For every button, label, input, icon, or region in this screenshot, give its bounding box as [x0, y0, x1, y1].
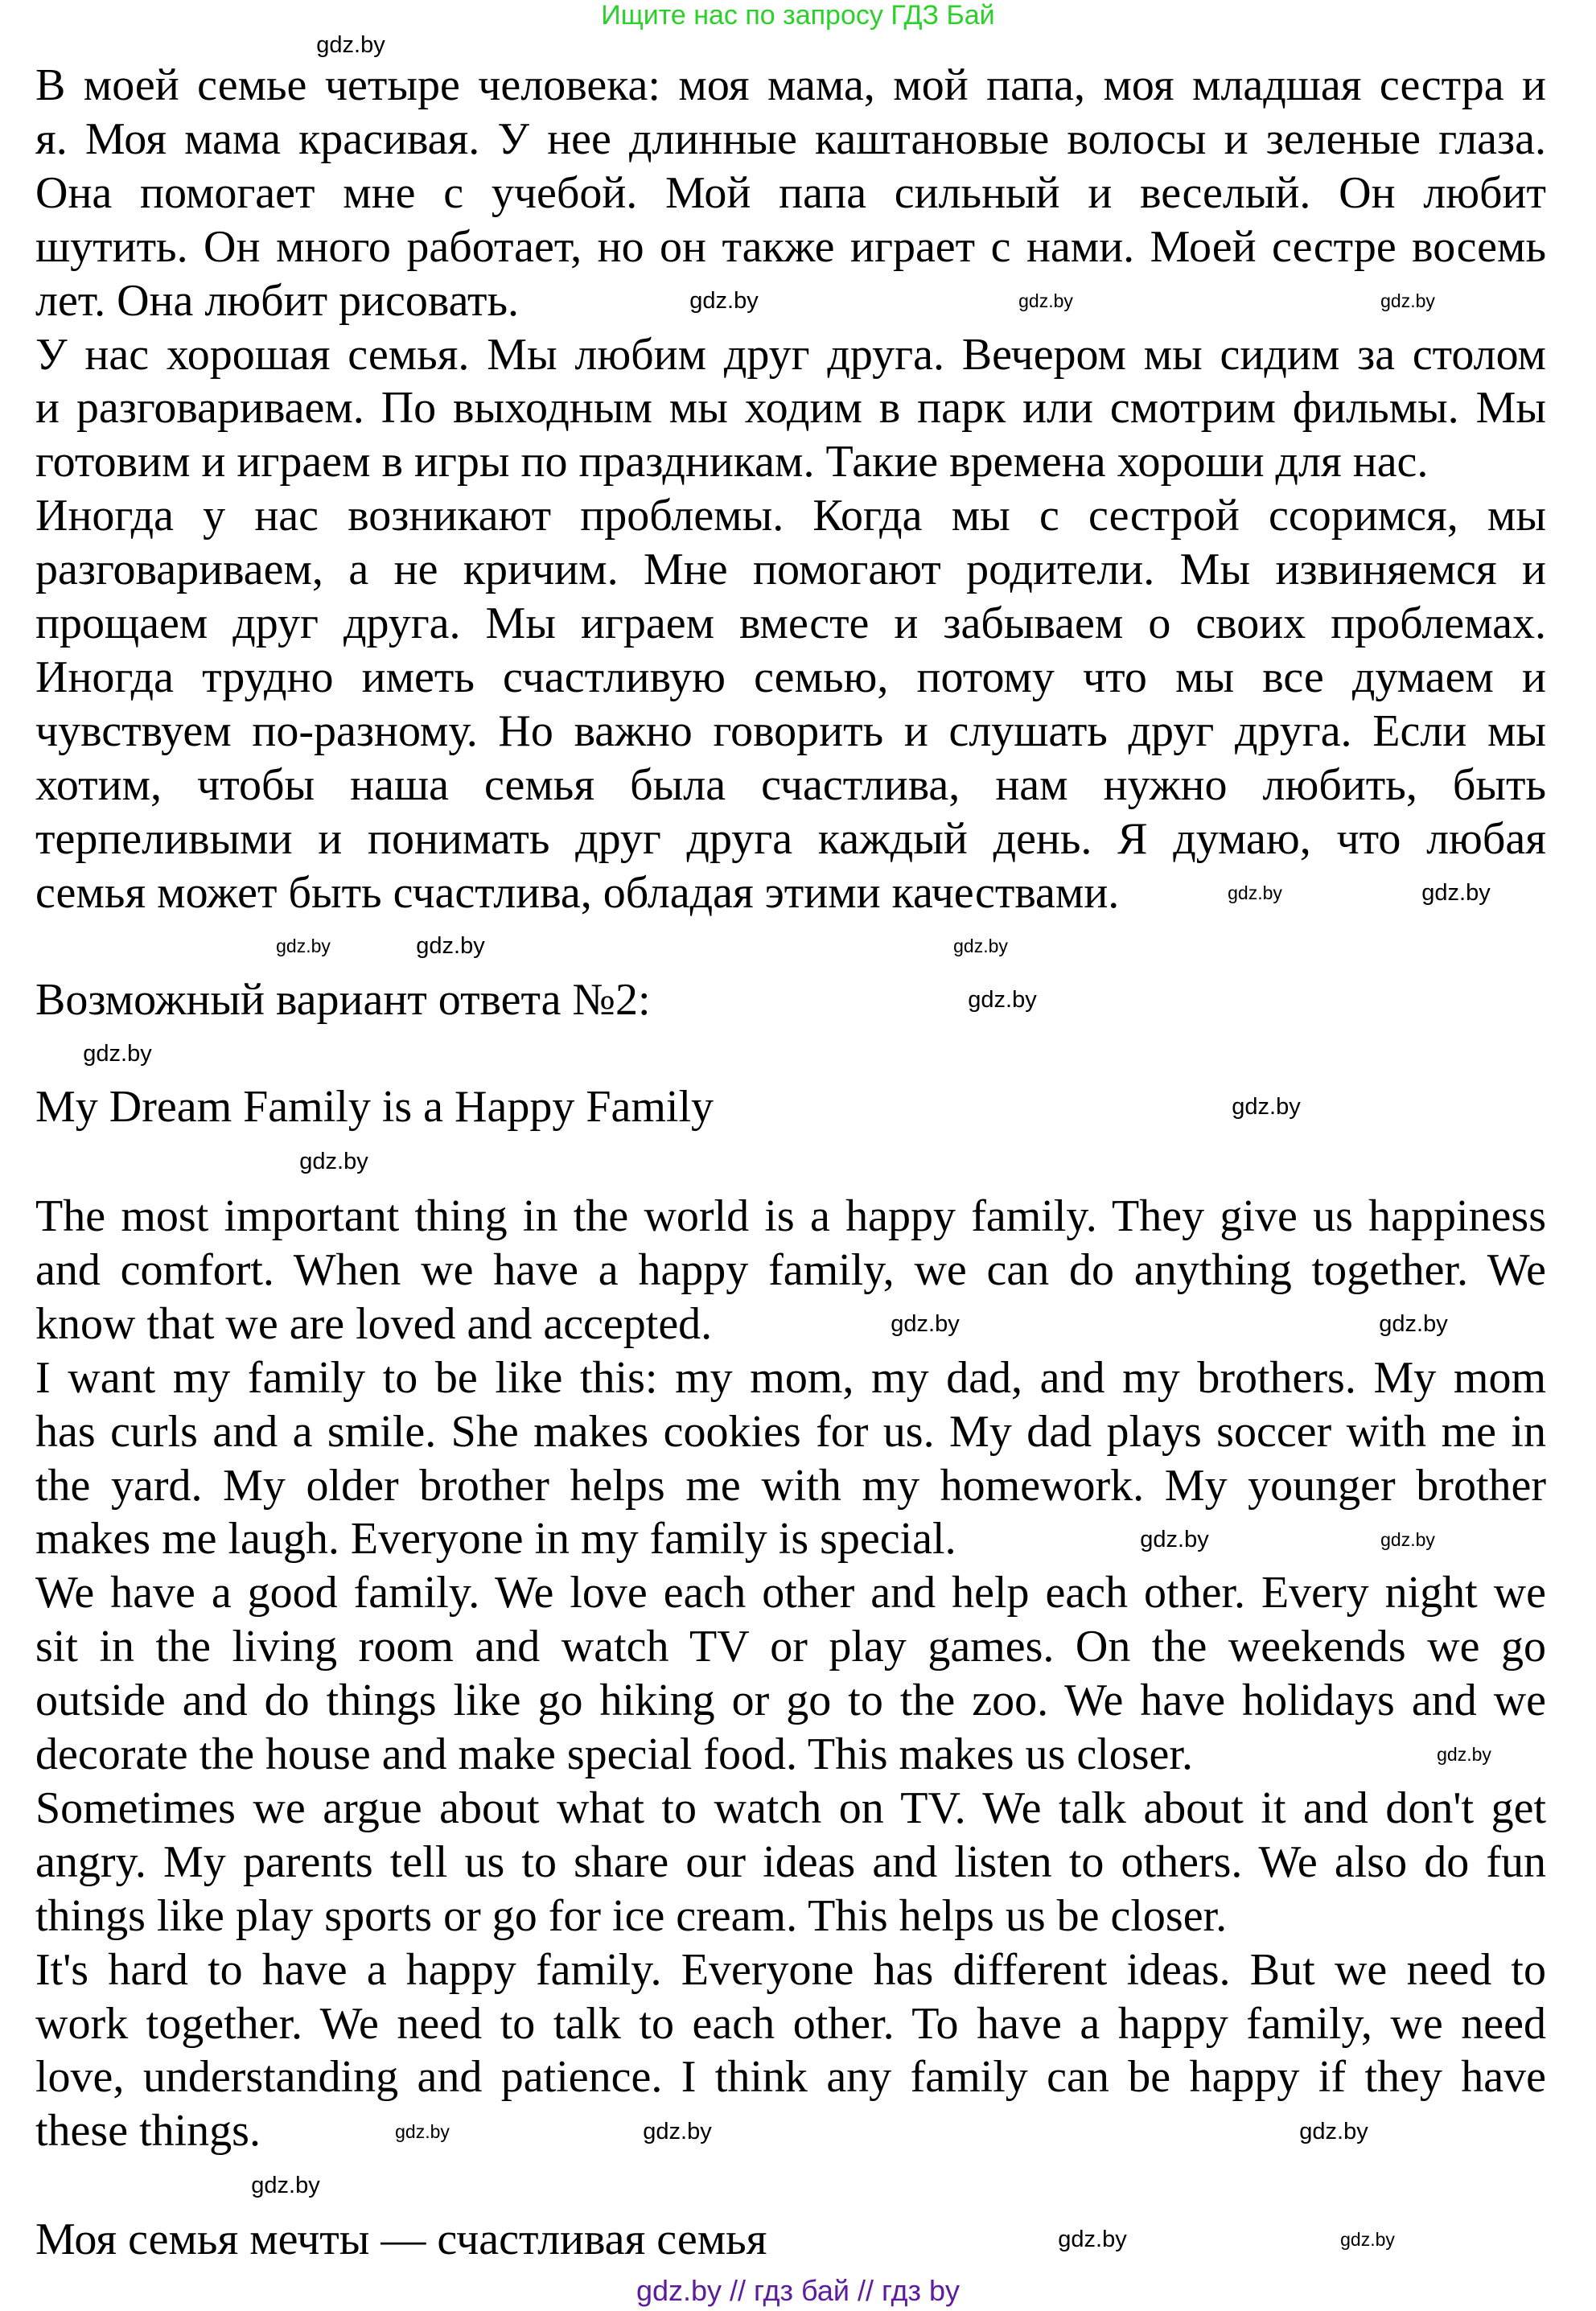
text-line: У нас хорошая семья. Мы любим друг друга. Вечером мы сидим за столом: [35, 329, 1546, 380]
text-line: It's hard to have a happy family. Everyone has different ideas. But we need to: [35, 1944, 1546, 1995]
text-line: I want my family to be like this: my mom, my dad, and my brothers. My mom: [35, 1352, 1546, 1403]
text-line: know that we are loved and accepted.: [35, 1298, 713, 1349]
text-line: We have a good family. We love each other and help each other. Every night we: [35, 1568, 1546, 1618]
watermark: gdz.by: [643, 2119, 712, 2144]
search-banner-link[interactable]: Ищите нас по запросу ГДЗ Бай: [601, 0, 995, 31]
text-line: Иногда у нас возникают проблемы. Когда мы с сестрой ссоримся, мы: [35, 491, 1546, 541]
text-line: angry. My parents tell us to share our ideas and listen to others. We also do fun: [35, 1836, 1546, 1887]
text-line: sit in the living room and watch TV or play games. On the weekends we go: [35, 1622, 1546, 1672]
text-line: things like play sports or go for ice cream. This helps us be closer.: [35, 1890, 1228, 1941]
text-line: шутить. Он много работает, но он также играет с нами. Моей сестре восемь: [35, 221, 1546, 272]
text-line: outside and do things like go hiking or go to the zoo. We have holidays and we: [35, 1676, 1546, 1726]
watermark: gdz.by: [1437, 1744, 1491, 1765]
text-line: хотим, чтобы наша семья была счастлива, нам нужно любить, быть: [35, 759, 1546, 810]
text-line: прощаем друг друга. Мы играем вместе и забываем о своих проблемах.: [35, 598, 1546, 648]
watermark: gdz.by: [83, 1041, 152, 1067]
footer-site-links[interactable]: gdz.by // гдз бай // гдз by: [636, 2274, 960, 2307]
text-line: these things.: [35, 2106, 261, 2157]
text-line: и разговариваем. По выходным мы ходим в парк или смотрим фильмы. Мы: [35, 383, 1546, 434]
text-line: love, understanding and patience. I think any family can be happy if they have: [35, 2052, 1546, 2103]
variant-2-heading: Возможный вариант ответа №2:: [35, 975, 651, 1025]
watermark: gdz.by: [953, 936, 1008, 956]
text-line: я. Моя мама красивая. У нее длинные каштановые волосы и зеленые глаза.: [35, 113, 1546, 164]
text-line: The most important thing in the world is a happy family. They give us happiness: [35, 1191, 1546, 1241]
watermark: gdz.by: [395, 2121, 450, 2142]
text-line: has curls and a smile. She makes cookies for us. My dad plays soccer with me in: [35, 1406, 1546, 1457]
watermark: gdz.by: [1421, 880, 1491, 906]
english-essay-title: My Dream Family is a Happy Family: [35, 1082, 714, 1132]
watermark: gdz.by: [1379, 1311, 1448, 1337]
watermark: gdz.by: [1380, 290, 1435, 311]
watermark: gdz.by: [1058, 2227, 1127, 2252]
text-line: терпеливыми и понимать друг друга каждый день. Я думаю, что любая: [35, 813, 1546, 864]
text-line: the yard. My older brother helps me with my homework. My younger brother: [35, 1460, 1546, 1511]
text-line: Sometimes we argue about what to watch on TV. We talk about it and don't get: [35, 1783, 1546, 1833]
watermark: gdz.by: [1299, 2119, 1368, 2144]
text-line: чувствуем по-разному. Но важно говорить и слушать друг друга. Если мы: [35, 705, 1546, 756]
watermark: gdz.by: [1140, 1527, 1209, 1552]
watermark: gdz.by: [416, 933, 485, 959]
watermark: gdz.by: [316, 32, 385, 58]
watermark: gdz.by: [299, 1149, 368, 1174]
watermark: gdz.by: [891, 1311, 960, 1337]
watermark: gdz.by: [276, 936, 331, 956]
text-line: Иногда трудно иметь счастливую семью, потому что мы все думаем и: [35, 652, 1546, 702]
text-line: Она помогает мне с учебой. Мой папа сильный и веселый. Он любит: [35, 167, 1546, 218]
watermark: gdz.by: [1340, 2229, 1395, 2250]
text-line: разговариваем, а не кричим. Мне помогают родители. Мы извиняемся и: [35, 545, 1546, 595]
text-line: and comfort. When we have a happy family, we can do anything together. We: [35, 1244, 1546, 1295]
text-line: лет. Она любит рисовать.: [35, 275, 519, 326]
watermark: gdz.by: [1232, 1094, 1301, 1120]
text-line: makes me laugh. Everyone in my family is special.: [35, 1514, 956, 1565]
text-line: work together. We need to talk to each other. To have a happy family, we need: [35, 1998, 1546, 2049]
text-line: семья может быть счастлива, обладая этими качествами.: [35, 867, 1120, 918]
text-line: готовим и играем в игры по праздникам. Такие времена хороши для нас.: [35, 437, 1429, 487]
watermark: gdz.by: [1228, 882, 1282, 903]
watermark: gdz.by: [251, 2173, 320, 2198]
text-line: В моей семье четыре человека: моя мама, мой папа, моя младшая сестра и: [35, 60, 1546, 110]
watermark: gdz.by: [1018, 290, 1073, 311]
final-essay-title: Моя семья мечты — счастливая семья: [35, 2214, 767, 2264]
watermark: gdz.by: [1380, 1529, 1435, 1550]
watermark: gdz.by: [968, 987, 1037, 1013]
watermark: gdz.by: [689, 288, 759, 314]
text-line: decorate the house and make special food. This makes us closer.: [35, 1729, 1193, 1779]
